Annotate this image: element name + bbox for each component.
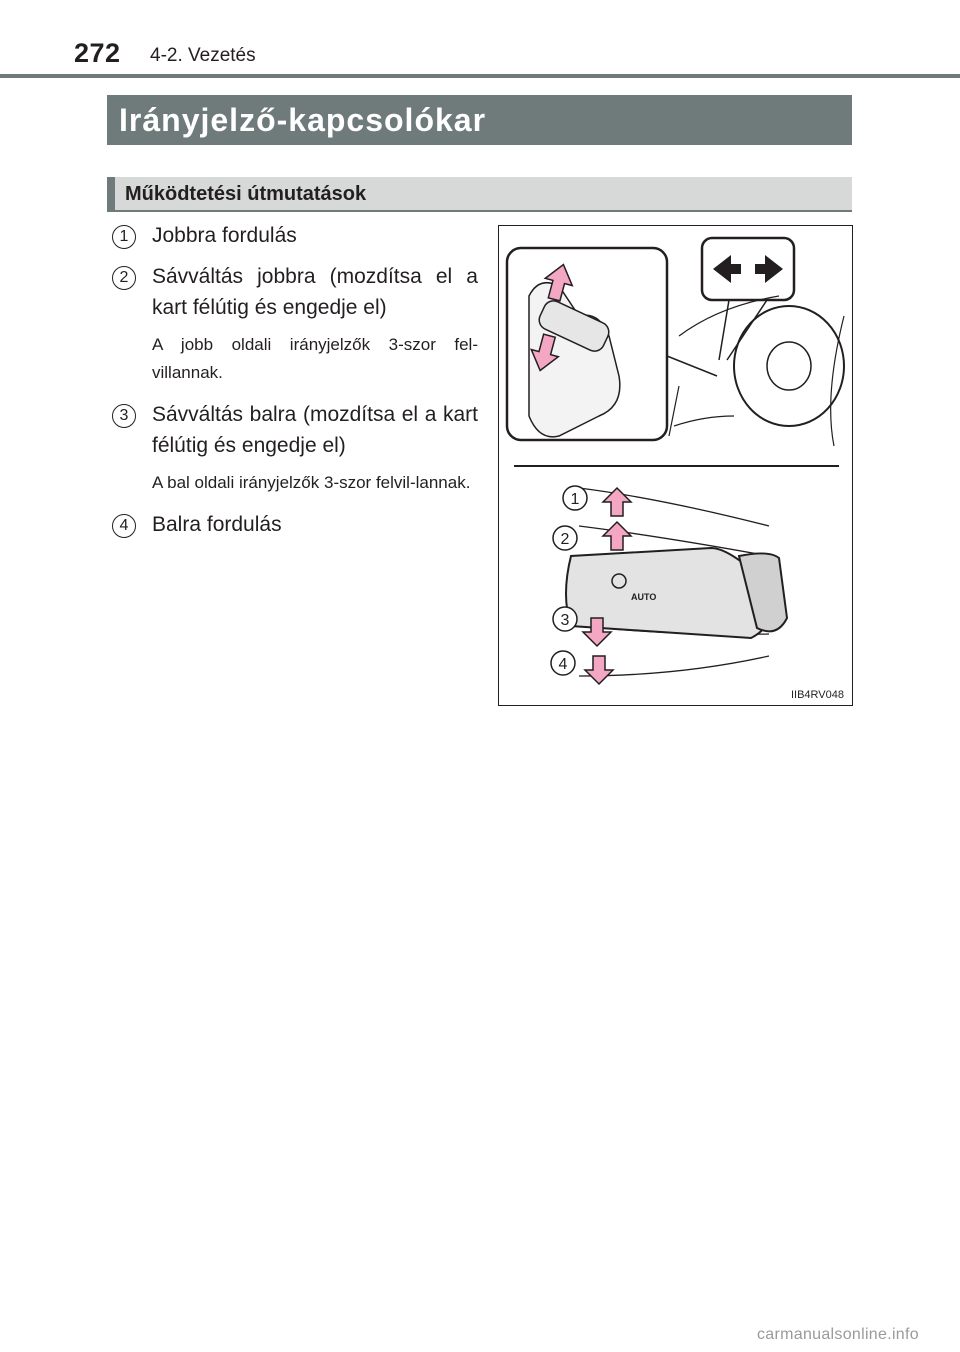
inset-pointer <box>667 356 717 376</box>
list-item <box>112 399 478 461</box>
step-text: Balra fordulás <box>152 513 282 536</box>
arrow-2-icon <box>603 522 631 550</box>
step-text: Sávváltás balra (mozdítsa el a kart félútig és engedje el) <box>152 403 478 457</box>
step-number: 2 <box>112 266 136 290</box>
step-note: A jobb oldali irányjelzők 3-szor fel-villannak. <box>152 335 478 382</box>
instruction-list <box>112 220 478 540</box>
svg-text:3: 3 <box>560 612 570 629</box>
auto-label: AUTO <box>631 592 657 602</box>
header-divider <box>0 74 960 78</box>
step-number: 1 <box>112 225 136 249</box>
svg-text:2: 2 <box>560 531 570 548</box>
watermark-text: carmanualsonline.info <box>757 1326 919 1343</box>
step-text: Jobbra fordulás <box>152 224 297 247</box>
list-item <box>112 261 478 323</box>
step-number: 3 <box>112 404 136 428</box>
step-text: Sávváltás jobbra (mozdítsa el a kart félútig és engedje el) <box>152 265 478 319</box>
steering-wheel-icon <box>734 306 844 426</box>
illustration-drawing <box>499 226 851 704</box>
svg-text:4: 4 <box>558 656 568 673</box>
subheading: Működtetési útmutatások <box>107 177 852 212</box>
step-number: 4 <box>112 514 136 538</box>
arrow-4-icon <box>585 656 613 684</box>
section-label: 4-2. Vezetés <box>150 45 256 66</box>
bubble-pointer <box>719 300 767 360</box>
step-note: A bal oldali irányjelzők 3-szor felvil-lannak. <box>152 473 471 492</box>
lever-illustration <box>498 225 853 706</box>
list-item <box>112 509 478 540</box>
svg-text:1: 1 <box>570 491 580 508</box>
figure-code: IIB4RV048 <box>790 689 844 701</box>
list-item <box>112 220 478 251</box>
page-title: Irányjelző-kapcsolókar <box>107 95 852 145</box>
page-number: 272 <box>74 38 121 68</box>
page-header <box>0 0 960 80</box>
